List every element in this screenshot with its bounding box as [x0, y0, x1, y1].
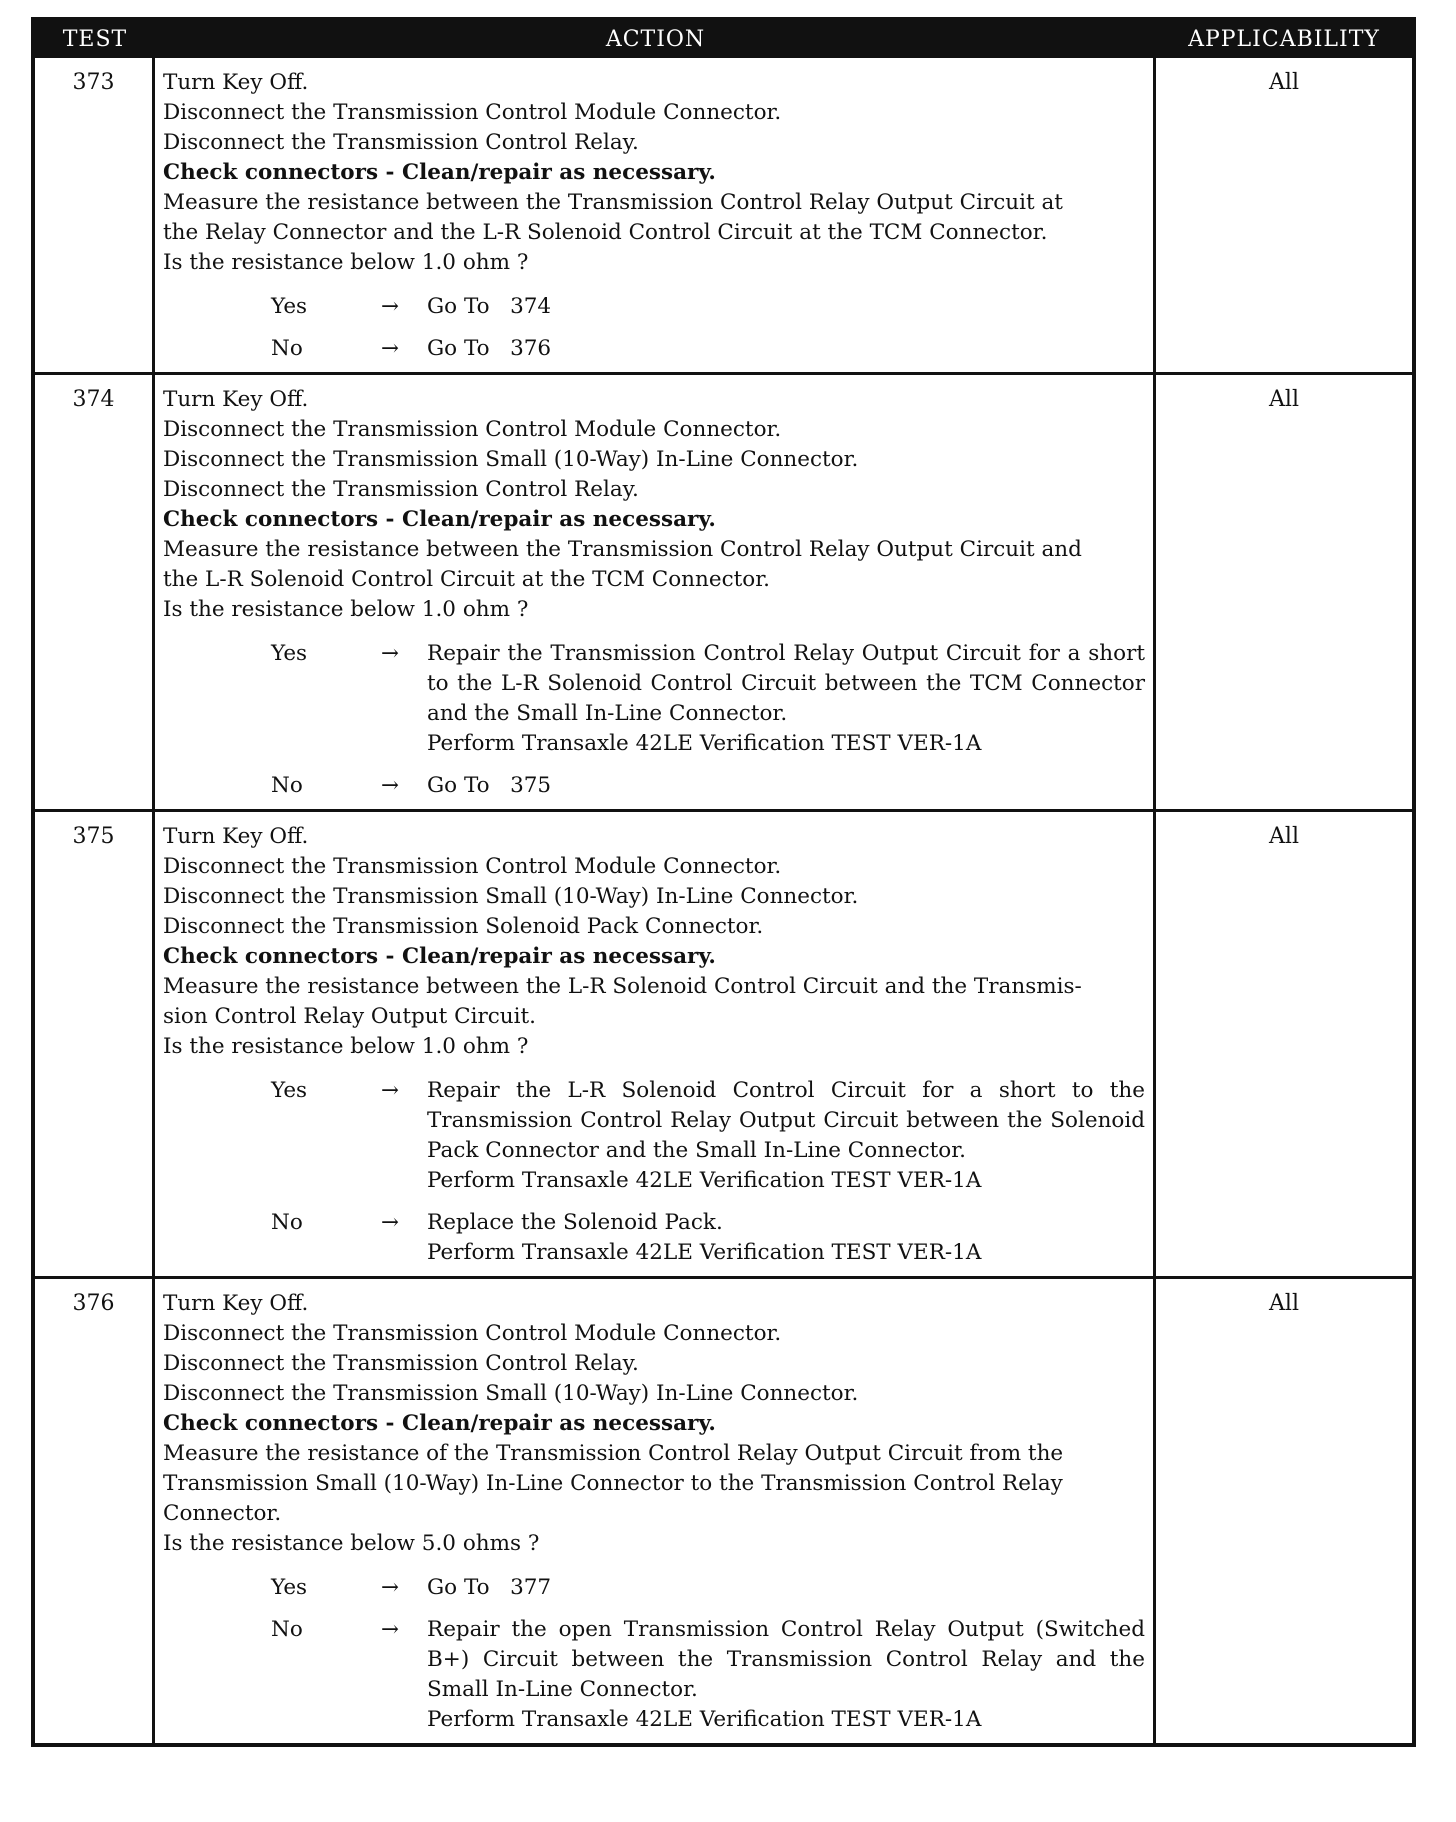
test-number: 374	[35, 375, 155, 809]
result-line: B+) Circuit between the Transmission Control Relay and the	[427, 1647, 1145, 1672]
yes-result	[427, 292, 1145, 322]
result-line: Perform Transaxle 42LE Verification TEST VER-1A	[427, 1707, 982, 1732]
action-step: Connector.	[163, 1501, 282, 1526]
action-step: Is the resistance below 1.0 ohm ?	[163, 250, 529, 275]
answer-options	[163, 1573, 1145, 1735]
no-result	[427, 1615, 1145, 1735]
action-step: Disconnect the Transmission Control Module Connector.	[163, 100, 782, 125]
action-step: Disconnect the Transmission Control Module Connector.	[163, 417, 782, 442]
action-cell	[155, 375, 1156, 809]
action-step: Disconnect the Transmission Control Relay.	[163, 1351, 639, 1376]
action-step: Disconnect the Transmission Control Relay.	[163, 130, 639, 155]
result-line: Small In-Line Connector.	[427, 1677, 698, 1702]
yes-label: Yes	[271, 1078, 308, 1103]
no-label: No	[271, 1617, 303, 1642]
no-answer	[163, 1208, 1145, 1268]
result-line: Go To 375	[427, 773, 552, 798]
table-body	[35, 58, 1412, 1743]
yes-answer	[163, 292, 1145, 322]
result-line: Repair the open Transmission Control Relay Output (Switched	[427, 1617, 1145, 1642]
right-arrow-icon: →	[381, 294, 400, 319]
result-line: Perform Transaxle 42LE Verification TEST VER-1A	[427, 1240, 982, 1265]
action-step: Transmission Small (10-Way) In-Line Connector to the Transmission Control Relay	[163, 1471, 1063, 1496]
right-arrow-icon: →	[381, 1575, 400, 1600]
header-applicability: APPLICABILITY	[1188, 27, 1380, 52]
action-step: Disconnect the Transmission Control Module Connector.	[163, 1321, 782, 1346]
table-row	[35, 58, 1412, 372]
action-step: Turn Key Off.	[163, 387, 309, 412]
action-step: Turn Key Off.	[163, 70, 309, 95]
diagnostic-test-table	[31, 17, 1416, 1747]
action-step: Disconnect the Transmission Control Module Connector.	[163, 854, 782, 879]
result-line: Go To 376	[427, 336, 552, 361]
result-line: Perform Transaxle 42LE Verification TEST VER-1A	[427, 1168, 982, 1193]
right-arrow-icon: →	[381, 1210, 400, 1235]
result-line: Replace the Solenoid Pack.	[427, 1210, 723, 1235]
result-line: Transmission Control Relay Output Circuit between the Solenoid	[427, 1108, 1145, 1133]
check-connectors-note: Check connectors - Clean/repair as necessary.	[163, 1411, 716, 1436]
action-cell	[155, 58, 1156, 372]
no-label: No	[271, 336, 303, 361]
yes-label: Yes	[271, 294, 308, 319]
header-test: TEST	[62, 27, 128, 52]
answer-options	[163, 292, 1145, 364]
yes-result	[427, 639, 1145, 759]
right-arrow-icon: →	[381, 1617, 400, 1642]
action-step: the Relay Connector and the L-R Solenoid Control Circuit at the TCM Connector.	[163, 220, 1048, 245]
action-step: Turn Key Off.	[163, 1291, 309, 1316]
action-step: sion Control Relay Output Circuit.	[163, 1004, 536, 1029]
action-step: Measure the resistance between the Transmission Control Relay Output Circuit and	[163, 537, 1082, 562]
action-step: Measure the resistance of the Transmission Control Relay Output Circuit from the	[163, 1441, 1064, 1466]
test-number: 373	[35, 58, 155, 372]
result-line: Perform Transaxle 42LE Verification TEST VER-1A	[427, 731, 982, 756]
no-result	[427, 334, 1145, 364]
right-arrow-icon: →	[381, 641, 400, 666]
answer-options	[163, 639, 1145, 801]
table-header	[35, 21, 1412, 58]
result-line: Repair the Transmission Control Relay Output Circuit for a short	[427, 641, 1145, 666]
table-row	[35, 1276, 1412, 1743]
action-step: Disconnect the Transmission Small (10-Way) In-Line Connector.	[163, 447, 859, 472]
yes-label: Yes	[271, 1575, 308, 1600]
result-line: Repair the L-R Solenoid Control Circuit for a short to the	[427, 1078, 1145, 1103]
result-line: Go To 374	[427, 294, 552, 319]
right-arrow-icon: →	[381, 336, 400, 361]
yes-answer	[163, 639, 1145, 759]
yes-result	[427, 1076, 1145, 1196]
action-step: Disconnect the Transmission Solenoid Pack Connector.	[163, 914, 764, 939]
action-cell	[155, 1279, 1156, 1743]
no-label: No	[271, 773, 303, 798]
result-line: Pack Connector and the Small In-Line Connector.	[427, 1138, 966, 1163]
action-step: Disconnect the Transmission Control Relay.	[163, 477, 639, 502]
no-result	[427, 771, 1145, 801]
yes-label: Yes	[271, 641, 308, 666]
action-step: Measure the resistance between the Transmission Control Relay Output Circuit at	[163, 190, 1063, 215]
no-result	[427, 1208, 1145, 1268]
action-step: Disconnect the Transmission Small (10-Way) In-Line Connector.	[163, 1381, 859, 1406]
yes-result	[427, 1573, 1145, 1603]
test-number: 376	[35, 1279, 155, 1743]
table-row	[35, 809, 1412, 1276]
applicability: All	[1269, 1291, 1299, 1316]
applicability: All	[1269, 70, 1299, 95]
action-step: Is the resistance below 5.0 ohms ?	[163, 1531, 540, 1556]
check-connectors-note: Check connectors - Clean/repair as necessary.	[163, 507, 716, 532]
result-line: and the Small In-Line Connector.	[427, 701, 788, 726]
no-answer	[163, 334, 1145, 364]
result-line: to the L-R Solenoid Control Circuit between the TCM Connector	[427, 671, 1145, 696]
test-number: 375	[35, 812, 155, 1276]
result-line: Go To 377	[427, 1575, 552, 1600]
right-arrow-icon: →	[381, 773, 400, 798]
check-connectors-note: Check connectors - Clean/repair as necessary.	[163, 160, 716, 185]
no-answer	[163, 1615, 1145, 1735]
action-step: Is the resistance below 1.0 ohm ?	[163, 597, 529, 622]
no-label: No	[271, 1210, 303, 1235]
action-step: Disconnect the Transmission Small (10-Way) In-Line Connector.	[163, 884, 859, 909]
action-step: Turn Key Off.	[163, 824, 309, 849]
action-step: Measure the resistance between the L-R Solenoid Control Circuit and the Transmis-	[163, 974, 1082, 999]
table-row	[35, 372, 1412, 809]
action-step: the L-R Solenoid Control Circuit at the TCM Connector.	[163, 567, 770, 592]
check-connectors-note: Check connectors - Clean/repair as necessary.	[163, 944, 716, 969]
yes-answer	[163, 1573, 1145, 1603]
applicability: All	[1269, 824, 1299, 849]
header-action: ACTION	[605, 27, 706, 52]
yes-answer	[163, 1076, 1145, 1196]
no-answer	[163, 771, 1145, 801]
answer-options	[163, 1076, 1145, 1268]
applicability: All	[1269, 387, 1299, 412]
right-arrow-icon: →	[381, 1078, 400, 1103]
action-cell	[155, 812, 1156, 1276]
action-step: Is the resistance below 1.0 ohm ?	[163, 1034, 529, 1059]
